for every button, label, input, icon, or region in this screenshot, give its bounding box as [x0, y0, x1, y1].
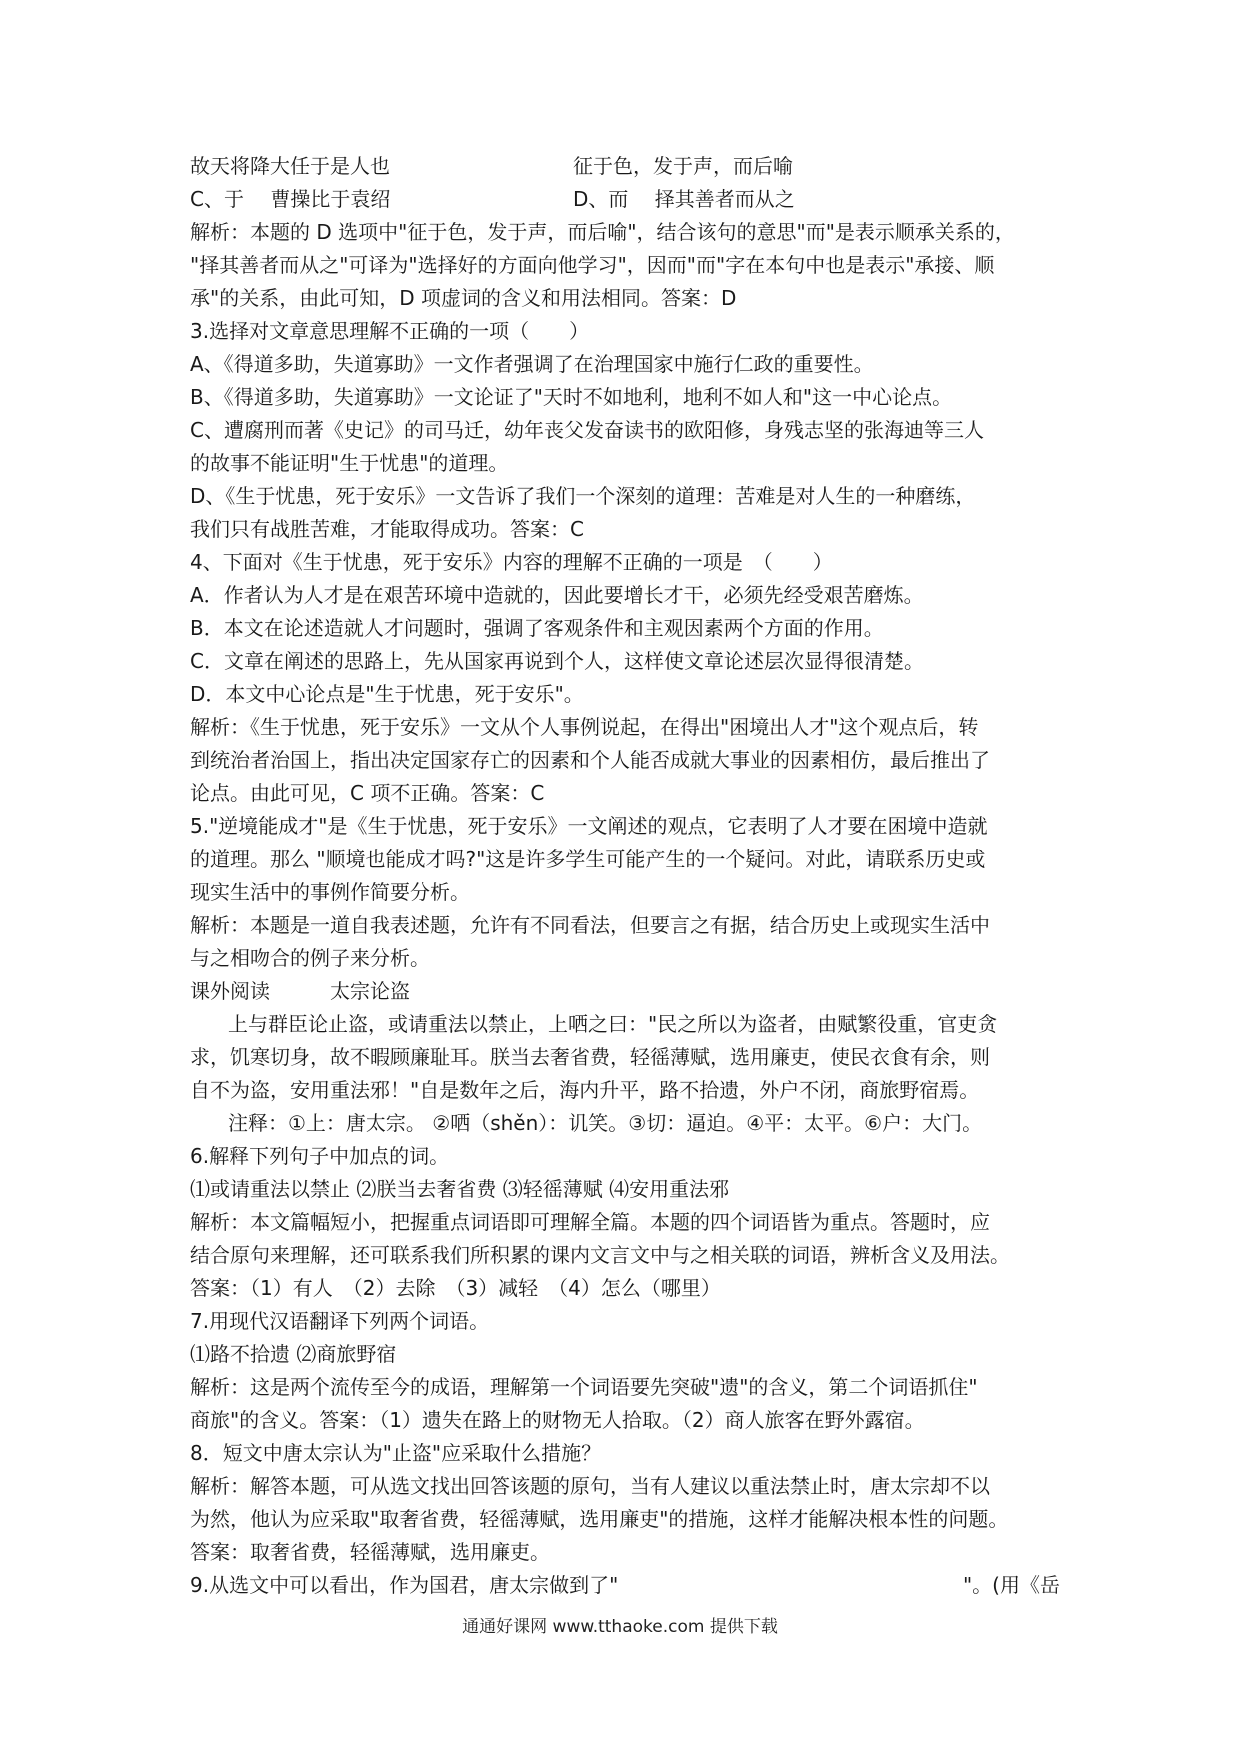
- text-line: 课外阅读 太宗论盗: [190, 979, 410, 1003]
- question-stem: 9.从选文中可以看出，作为国君，唐太宗做到了": [190, 1573, 619, 1597]
- text-line: 解析：《生于忧患，死于安乐》一文从个人事例说起，在得出"困境出人才"这个观点后，转: [190, 715, 979, 739]
- text-line: ⑴路不拾遗 ⑵商旅野宿: [190, 1342, 397, 1366]
- text-line: 解析：本文篇幅短小，把握重点词语即可理解全篇。本题的四个词语皆为重点。答题时，应: [190, 1210, 990, 1234]
- text-line: 答案：（1）有人 （2）去除 （3）减轻 （4）怎么（哪里）: [190, 1276, 721, 1300]
- text-line: 3.选择对文章意思理解不正确的一项（ ）: [190, 319, 590, 343]
- text-line: 论点。由此可见，C 项不正确。答案：C: [190, 781, 545, 805]
- text-line: [190, 183, 1060, 216]
- text-line: 解析：本题的 D 选项中"征于色，发于声，而后喻"，结合该句的意思"而"是表示顺承关系的，: [190, 220, 1015, 244]
- text-line: D．本文中心论点是"生于忧患，死于安乐"。: [190, 682, 584, 706]
- text-line: [190, 1569, 1060, 1602]
- text-line: 4、下面对《生于忧患，死于安乐》内容的理解不正确的一项是 （ ）: [190, 550, 833, 574]
- text-line: 注释：①上：唐太宗。 ②哂（shěn）：讥笑。③切：逼迫。④平：太平。⑥户：大门。: [228, 1111, 983, 1135]
- text-line: 6.解释下列句子中加点的词。: [190, 1144, 450, 1168]
- text-line: 的道理。那么 "顺境也能成才吗?"这是许多学生可能产生的一个疑问。对此，请联系历史或: [190, 847, 986, 871]
- text-line: B．本文在论述造就人才问题时，强调了客观条件和主观因素两个方面的作用。: [190, 616, 884, 640]
- text-line: 求，饥寒切身，故不暇顾廉耻耳。朕当去奢省费，轻徭薄赋，选用廉吏，使民衣食有余，则: [190, 1045, 990, 1069]
- text-line: A、《得道多助，失道寡助》一文作者强调了在治理国家中施行仁政的重要性。: [190, 352, 874, 376]
- text-line: B、《得道多助，失道寡助》一文论证了"天时不如地利，地利不如人和"这一中心论点。: [190, 385, 953, 409]
- text-line: 答案：取奢省费，轻徭薄赋，选用廉吏。: [190, 1540, 550, 1564]
- text-line: 5."逆境能成才"是《生于忧患，死于安乐》一文阐述的观点，它表明了人才要在困境中造就: [190, 814, 988, 838]
- text-line: 上与群臣论止盗，或请重法以禁止，上哂之曰："民之所以为盗者，由赋繁役重，官吏贪: [228, 1012, 998, 1036]
- text-line: C、遭腐刑而著《史记》的司马迁，幼年丧父发奋读书的欧阳修，身残志坚的张海迪等三人: [190, 418, 984, 442]
- text-line: 现实生活中的事例作简要分析。: [190, 880, 470, 904]
- text-line: 为然，他认为应采取"取奢省费，轻徭薄赋，选用廉吏"的措施，这样才能解决根本性的问题。: [190, 1507, 1009, 1531]
- text-line: 承"的关系，由此可知，D 项虚词的含义和用法相同。答案：D: [190, 286, 737, 310]
- text-line: "择其善者而从之"可译为"选择好的方面向他学习"，因而"而"字在本句中也是表示"承接、顺: [190, 253, 995, 277]
- text-line: 解析：解答本题，可从选文找出回答该题的原句，当有人建议以重法禁止时，唐太宗却不以: [190, 1474, 990, 1498]
- text-line: ⑴或请重法以禁止 ⑵朕当去奢省费 ⑶轻徭薄赋 ⑷安用重法邪: [190, 1177, 730, 1201]
- text-segment-right: 征于色，发于声，而后喻: [573, 154, 793, 178]
- text-line: 7.用现代汉语翻译下列两个词语。: [190, 1309, 490, 1333]
- text-segment-right: D、而 择其善者而从之: [573, 187, 795, 211]
- text-line: 到统治者治国上，指出决定国家存亡的因素和个人能否成就大事业的因素相仿，最后推出了: [190, 748, 990, 772]
- text-segment-left: C、于 曹操比于袁绍: [190, 187, 391, 211]
- text-line: 的故事不能证明"生于忧患"的道理。: [190, 451, 509, 475]
- question-stem-tail: "。(用《岳: [962, 1573, 1060, 1597]
- text-line: 我们只有战胜苦难，才能取得成功。答案：C: [190, 517, 584, 541]
- text-segment-left: 故天将降大任于是人也: [190, 154, 390, 178]
- text-line: 解析：本题是一道自我表述题，允许有不同看法，但要言之有据，结合历史上或现实生活中: [190, 913, 990, 937]
- page-footer: 通通好课网 www.tthaoke.com 提供下载: [462, 1617, 778, 1637]
- text-line: 解析：这是两个流传至今的成语，理解第一个词语要先突破"遗"的含义，第二个词语抓住": [190, 1375, 978, 1399]
- text-line: D、《生于忧患，死于安乐》一文告诉了我们一个深刻的道理：苦难是对人生的一种磨练，: [190, 484, 976, 508]
- document-body: [190, 150, 1060, 1602]
- text-line: C．文章在阐述的思路上，先从国家再说到个人，这样使文章论述层次显得很清楚。: [190, 649, 924, 673]
- text-line: 商旅"的含义。答案：（1）遗失在路上的财物无人拾取。（2）商人旅客在野外露宿。: [190, 1408, 925, 1432]
- text-line: 结合原句来理解，还可联系我们所积累的课内文言文中与之相关联的词语，辨析含义及用法。: [190, 1243, 1010, 1267]
- text-line: A．作者认为人才是在艰苦环境中造就的，因此要增长才干，必须先经受艰苦磨炼。: [190, 583, 924, 607]
- text-line: [190, 150, 1060, 183]
- text-line: 与之相吻合的例子来分析。: [190, 946, 430, 970]
- text-line: 自不为盗，安用重法邪！"自是数年之后，海内升平，路不拾遗，外户不闭，商旅野宿焉。: [190, 1078, 980, 1102]
- text-line: 8．短文中唐太宗认为"止盗"应采取什么措施？: [190, 1441, 602, 1465]
